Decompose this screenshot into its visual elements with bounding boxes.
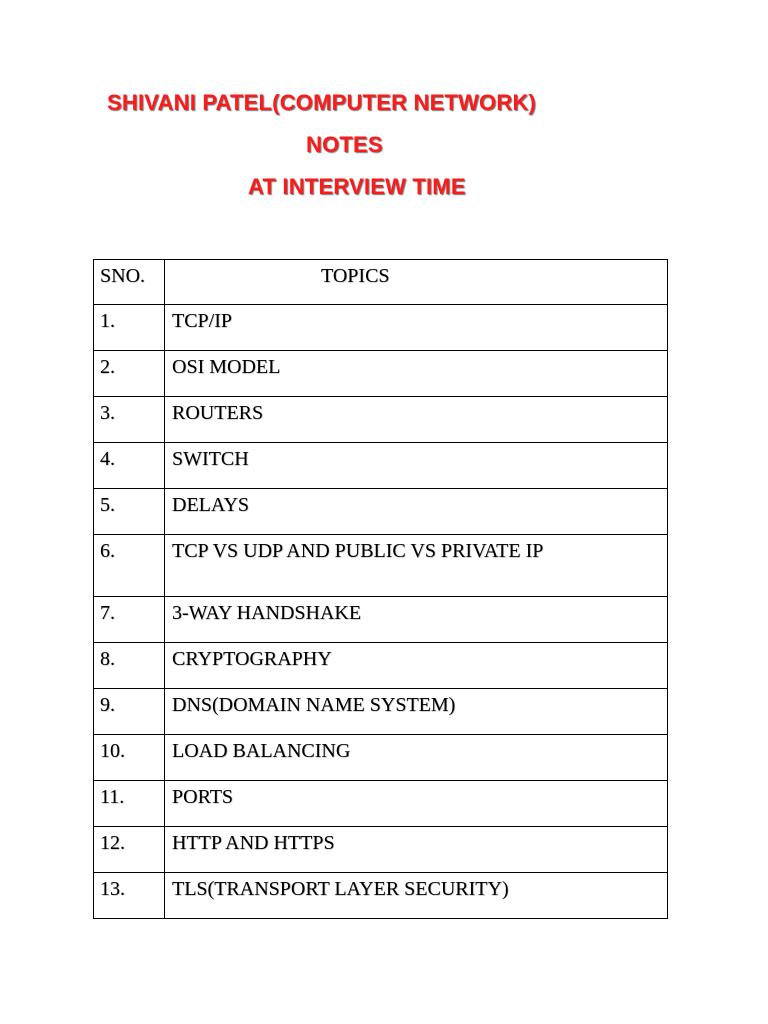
row-topic: HTTP AND HTTPS [165,827,668,873]
row-topic: TCP/IP [165,305,668,351]
document-subtitle-notes: NOTES [306,132,383,157]
row-topic: DNS(DOMAIN NAME SYSTEM) [165,689,668,735]
topics-table [93,259,668,919]
document-title: SHIVANI PATEL(COMPUTER NETWORK) [107,90,537,115]
row-number: 13. [94,873,165,919]
table-row [94,397,668,443]
table-row [94,643,668,689]
row-number: 7. [94,597,165,643]
row-topic: LOAD BALANCING [165,735,668,781]
row-number: 1. [94,305,165,351]
table-row [94,597,668,643]
table-row [94,443,668,489]
column-header-sno: SNO. [94,260,165,305]
table-row [94,827,668,873]
row-number: 9. [94,689,165,735]
row-number: 8. [94,643,165,689]
row-topic: SWITCH [165,443,668,489]
row-topic: 3-WAY HANDSHAKE [165,597,668,643]
table-row [94,873,668,919]
table-row [94,489,668,535]
table-header-row [94,260,668,305]
row-topic: ROUTERS [165,397,668,443]
row-number: 3. [94,397,165,443]
table-row [94,351,668,397]
row-topic: TCP VS UDP AND PUBLIC VS PRIVATE IP [165,535,668,597]
table-row [94,735,668,781]
row-number: 6. [94,535,165,597]
row-number: 10. [94,735,165,781]
row-topic: CRYPTOGRAPHY [165,643,668,689]
row-topic: PORTS [165,781,668,827]
table-row [94,689,668,735]
row-topic: DELAYS [165,489,668,535]
table-row [94,305,668,351]
row-topic: TLS(TRANSPORT LAYER SECURITY) [165,873,668,919]
table-row [94,535,668,597]
column-header-topics: TOPICS [165,260,668,305]
row-number: 2. [94,351,165,397]
row-number: 5. [94,489,165,535]
row-number: 12. [94,827,165,873]
table-row [94,781,668,827]
document-subtitle-interview: AT INTERVIEW TIME [248,174,466,199]
row-topic: OSI MODEL [165,351,668,397]
row-number: 4. [94,443,165,489]
row-number: 11. [94,781,165,827]
